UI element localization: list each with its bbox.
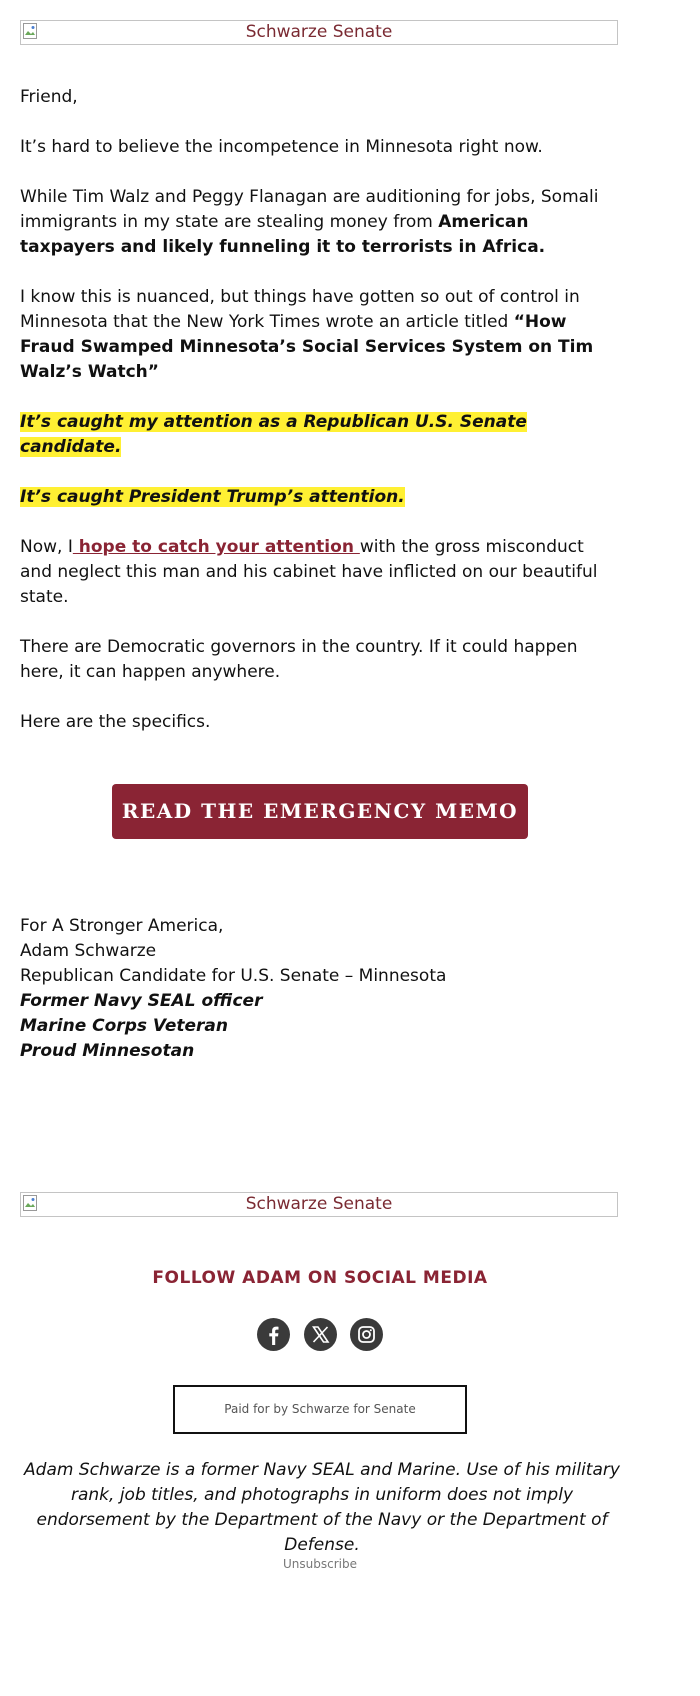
signature-block (20, 914, 620, 1064)
broken-image-icon (23, 23, 37, 39)
paragraph-5: There are Democratic governors in the country. If it could happen here, it can happen anywhere. (20, 637, 578, 682)
signature-closing: For A Stronger America, (20, 916, 224, 936)
military-disclaimer: Adam Schwarze is a former Navy SEAL and Marine. Use of his military rank, job titles, and photographs in uniform does not imply endorsement by the Department of the Navy or the Department of Defense. (24, 1460, 620, 1555)
signature-credential-2: Marine Corps Veteran (20, 1016, 228, 1036)
signature-name: Adam Schwarze (20, 941, 157, 961)
footer-image-alt: Schwarze Senate (245, 1194, 393, 1214)
paragraph-4 (20, 535, 610, 610)
header-image-alt: Schwarze Senate (245, 22, 393, 42)
signature-credential-1: Former Navy SEAL officer (20, 991, 263, 1011)
greeting: Friend, (20, 87, 78, 107)
paragraph-3 (20, 285, 610, 385)
highlight-paragraph-2 (20, 485, 610, 510)
header-logo-image (20, 20, 618, 45)
follow-heading: FOLLOW ADAM ON SOCIAL MEDIA (152, 1268, 488, 1288)
signature-credential-3: Proud Minnesotan (20, 1041, 195, 1061)
paragraph-2-bold: American taxpayers and likely funneling it to terrorists in Africa. (20, 212, 546, 257)
unsubscribe-link[interactable]: Unsubscribe (283, 1557, 357, 1571)
paragraph-1: It’s hard to believe the incompetence in Minnesota right now. (20, 137, 543, 157)
instagram-icon[interactable] (350, 1318, 383, 1351)
facebook-icon[interactable] (257, 1318, 290, 1351)
x-icon[interactable] (304, 1318, 337, 1351)
highlight-paragraph-1 (20, 410, 610, 460)
paid-for-box: Paid for by Schwarze for Senate (173, 1385, 467, 1434)
highlight-text-2: It’s caught President Trump’s attention. (20, 487, 405, 507)
footer-logo-image (20, 1192, 618, 1217)
catch-attention-link[interactable]: hope to catch your attention (72, 537, 360, 557)
nyt-article-title: “How Fraud Swamped Minnesota’s Social Services System on Tim Walz’s Watch” (20, 312, 594, 382)
paragraph-2 (20, 185, 610, 260)
highlight-text-1: It’s caught my attention as a Republican U.S. Senate candidate. (20, 412, 527, 457)
social-icons-row (0, 1318, 640, 1354)
read-memo-button[interactable]: READ THE EMERGENCY MEMO → (112, 784, 528, 839)
paragraph-2-text: While Tim Walz and Peggy Flanagan are auditioning for jobs, Somali immigrants in my state are stealing money from (20, 187, 599, 232)
paragraph-4-end: with the gross misconduct and neglect this man and his cabinet have inflicted on our beautiful state. (20, 537, 598, 607)
signature-title: Republican Candidate for U.S. Senate – Minnesota (20, 966, 447, 986)
broken-image-icon (23, 1195, 37, 1211)
paragraph-3-text: I know this is nuanced, but things have gotten so out of control in Minnesota that the New York Times wrote an article titled (20, 287, 580, 332)
paragraph-6: Here are the specifics. (20, 712, 211, 732)
paragraph-4-start: Now, I (20, 537, 73, 557)
